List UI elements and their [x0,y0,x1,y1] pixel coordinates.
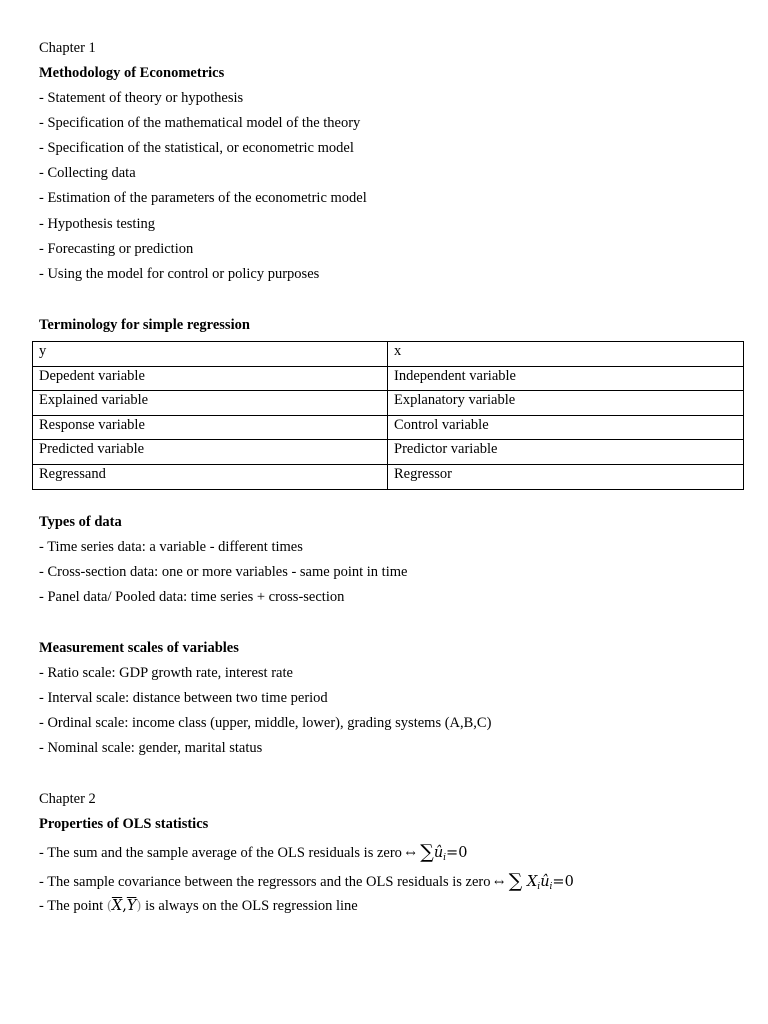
chapter-2-label: Chapter 2 [39,791,96,807]
table-cell: Regressand [33,464,388,489]
table-row [33,366,744,391]
table-cell: x [388,342,744,367]
x-bar-symbol: $\overline{X}$ [111,898,123,914]
terminology-table [32,341,744,490]
methodology-item: - Forecasting or prediction [39,241,194,257]
ols-property-text: is always on the OLS regression line [145,898,358,914]
methodology-item: - Using the model for control or policy purposes [39,266,320,282]
types-of-data-item: - Cross-section data: one or more variables - same point in time [39,564,408,580]
index-subscript: i [549,882,553,892]
comma: , [122,898,127,914]
summation-symbol: ∑ [508,870,523,892]
methodology-item: - Statement of theory or hypothesis [39,90,244,106]
table-cell: Control variable [388,415,744,440]
table-row [33,391,744,416]
measurement-scale-item: - Ordinal scale: income class (upper, middle, lower), grading systems (A,B,C) [39,715,492,731]
table-cell: Regressor [388,464,744,489]
table-cell: Explanatory variable [388,391,744,416]
types-of-data-heading: Types of data [39,514,122,530]
ols-properties-heading: Properties of OLS statistics [39,816,209,832]
equivalence-arrow: ↔ [494,875,505,889]
measurement-scales-heading: Measurement scales of variables [39,640,239,656]
table-cell: Depedent variable [33,366,388,391]
table-row [33,342,744,367]
methodology-item: - Estimation of the parameters of the econometric model [39,190,367,206]
ols-property-text: - The sample covariance between the regressors and the OLS residuals is zero [39,874,491,890]
methodology-item: - Specification of the statistical, or econometric model [39,140,354,156]
table-row [33,440,744,465]
residual-symbol: û [540,874,550,890]
regressor-symbol: X [526,874,538,890]
ols-property-item [39,870,574,892]
table-cell: Independent variable [388,366,744,391]
table-cell: Predicted variable [33,440,388,465]
terminology-heading: Terminology for simple regression [39,317,250,333]
types-of-data-item: - Time series data: a variable - different times [39,539,303,555]
methodology-item: - Hypothesis testing [39,216,155,232]
residual-sum-formula [405,841,468,863]
y-bar-symbol: $\overline{Y}$ [126,898,137,914]
measurement-scale-item: - Ratio scale: GDP growth rate, interest rate [39,665,293,681]
ols-property-item [39,841,468,863]
table-row [33,464,744,489]
index-subscript: i [537,882,541,892]
measurement-scale-item: - Nominal scale: gender, marital status [39,740,263,756]
types-of-data-item: - Panel data/ Pooled data: time series + cross-section [39,589,345,605]
ols-property-text: - The point [39,898,104,914]
mean-point-formula [107,898,142,914]
methodology-item: - Collecting data [39,165,136,181]
equals-zero: =0 [446,845,468,861]
table-row [33,415,744,440]
covariance-formula [494,870,574,892]
ols-property-text: - The sum and the sample average of the OLS residuals is zero [39,845,402,861]
methodology-heading: Methodology of Econometrics [39,65,225,81]
equals-zero: =0 [552,874,574,890]
chapter-1-label: Chapter 1 [39,40,96,56]
table-cell: y [33,342,388,367]
residual-symbol: û [433,845,444,861]
table-cell: Explained variable [33,391,388,416]
index-subscript: i [443,853,447,863]
methodology-item: - Specification of the mathematical model of the theory [39,115,361,131]
equivalence-arrow: ↔ [405,846,416,860]
measurement-scale-item: - Interval scale: distance between two time period [39,690,328,706]
table-cell: Response variable [33,415,388,440]
summation-symbol: ∑ [420,841,434,863]
ols-property-item [39,897,358,915]
open-paren: ( [106,899,112,914]
close-paren: ) [136,899,142,914]
table-cell: Predictor variable [388,440,744,465]
